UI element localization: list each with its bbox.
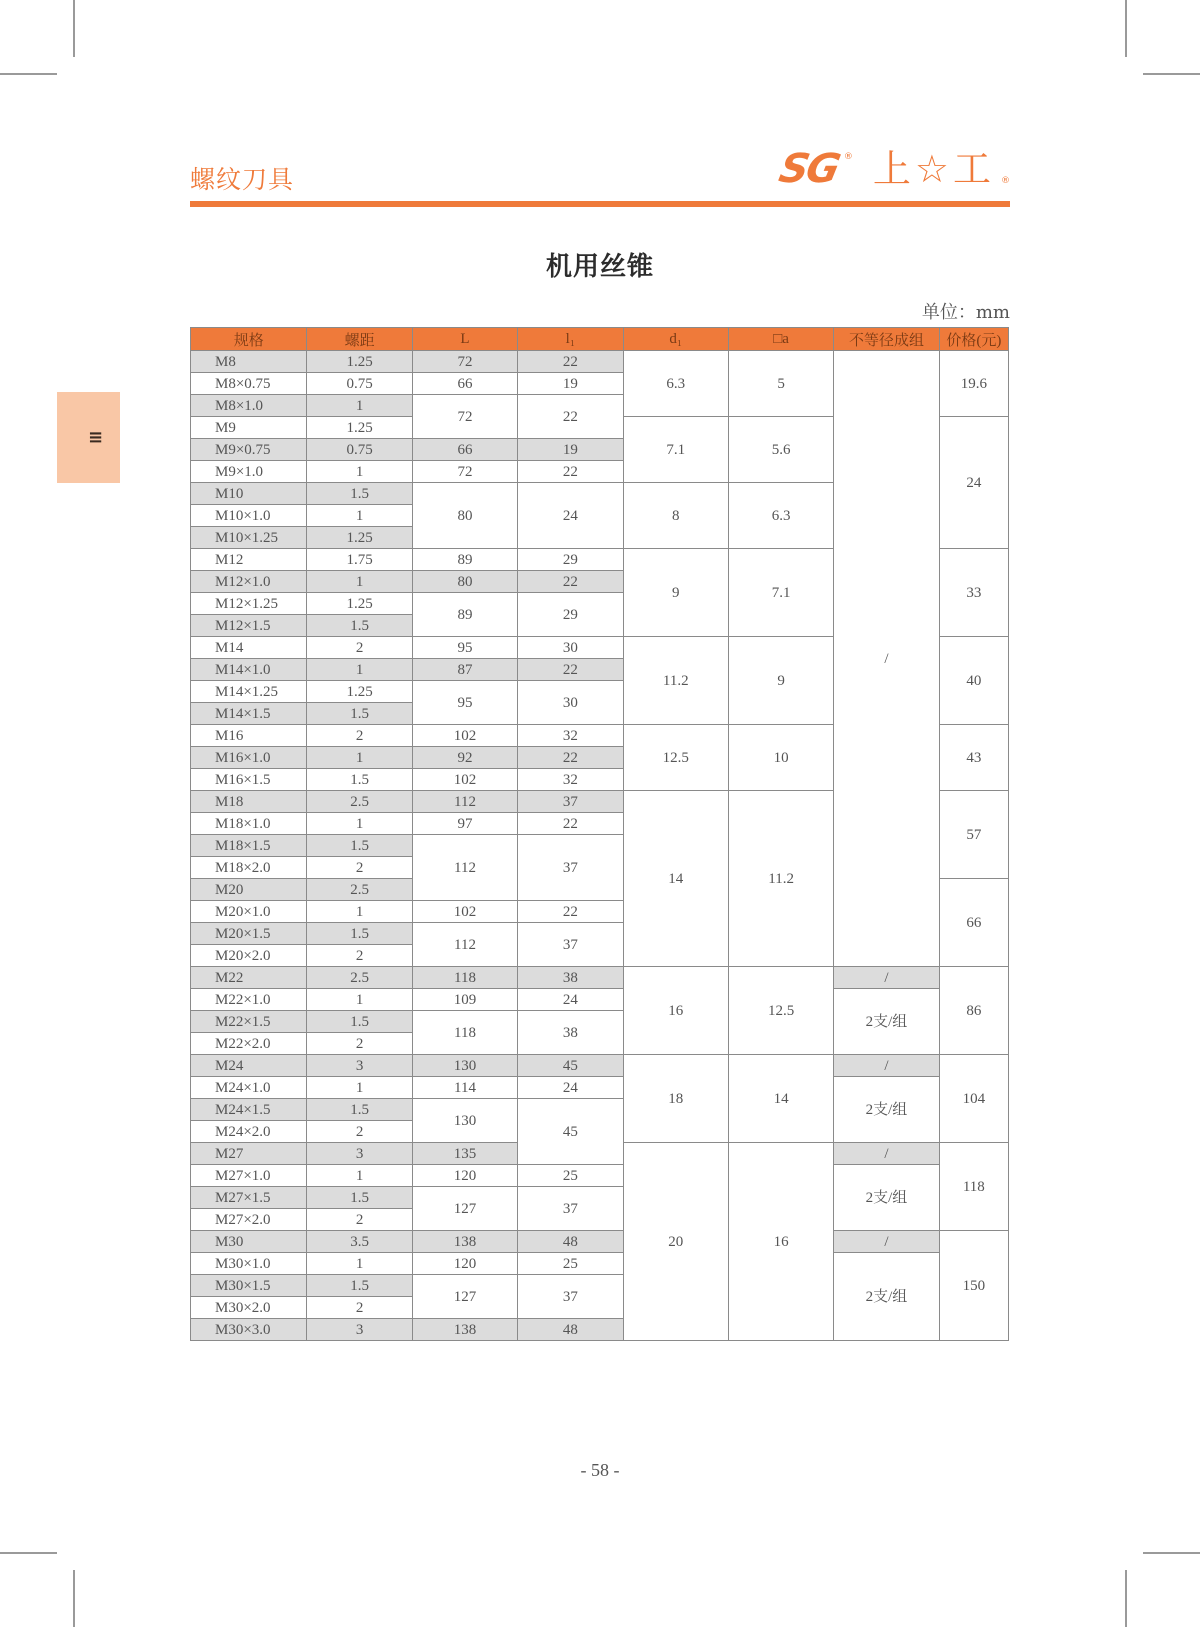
crop-mark-top-left-v bbox=[73, 0, 75, 57]
cell-pitch: 2.5 bbox=[307, 791, 412, 813]
cell-spec: M12×1.0 bbox=[191, 571, 307, 593]
cell-spec: M20×2.0 bbox=[191, 945, 307, 967]
cell-thread-length: 22 bbox=[518, 659, 623, 681]
cell-thread-length: 22 bbox=[518, 395, 623, 439]
cell-length: 109 bbox=[412, 989, 517, 1011]
cell-length: 95 bbox=[412, 681, 517, 725]
cell-thread-length: 24 bbox=[518, 989, 623, 1011]
crop-mark-bottom-left-v bbox=[73, 1570, 75, 1627]
cell-pitch: 1.25 bbox=[307, 593, 412, 615]
cell-group-set: 2支/组 bbox=[834, 1165, 939, 1231]
cell-spec: M18×2.0 bbox=[191, 857, 307, 879]
cell-spec: M8×0.75 bbox=[191, 373, 307, 395]
table-row bbox=[191, 351, 1009, 373]
cell-pitch: 3 bbox=[307, 1143, 412, 1165]
page-number: - 58 - bbox=[580, 1460, 620, 1480]
cell-length: 66 bbox=[412, 373, 517, 395]
brand-logo-chinese: 上☆工 bbox=[872, 147, 995, 191]
cell-length: 102 bbox=[412, 901, 517, 923]
cell-spec: M27×1.0 bbox=[191, 1165, 307, 1187]
cell-thread-length: 22 bbox=[518, 461, 623, 483]
cell-thread-length: 37 bbox=[518, 1187, 623, 1231]
cell-pitch: 0.75 bbox=[307, 439, 412, 461]
cell-pitch: 2.5 bbox=[307, 967, 412, 989]
table-row bbox=[191, 1165, 1009, 1187]
cell-spec: M12×1.25 bbox=[191, 593, 307, 615]
cell-spec: M8 bbox=[191, 351, 307, 373]
cell-pitch: 1 bbox=[307, 659, 412, 681]
cell-shank-diameter: 7.1 bbox=[623, 417, 728, 483]
cell-group-set: / bbox=[834, 351, 939, 967]
crop-mark-bottom-right-v bbox=[1125, 1570, 1127, 1627]
cell-spec: M16 bbox=[191, 725, 307, 747]
cell-pitch: 1 bbox=[307, 989, 412, 1011]
cell-spec: M9×0.75 bbox=[191, 439, 307, 461]
cell-pitch: 1 bbox=[307, 747, 412, 769]
cell-thread-length: 22 bbox=[518, 571, 623, 593]
cell-price: 104 bbox=[939, 1055, 1008, 1143]
cell-pitch: 1 bbox=[307, 813, 412, 835]
cell-length: 112 bbox=[412, 923, 517, 967]
cell-thread-length: 37 bbox=[518, 923, 623, 967]
cell-length: 89 bbox=[412, 549, 517, 571]
cell-thread-length: 38 bbox=[518, 1011, 623, 1055]
cell-square: 11.2 bbox=[728, 791, 833, 967]
cell-thread-length: 32 bbox=[518, 769, 623, 791]
header-divider bbox=[190, 201, 1010, 207]
cell-spec: M30×3.0 bbox=[191, 1319, 307, 1341]
cell-price: 57 bbox=[939, 791, 1008, 879]
cell-length: 138 bbox=[412, 1319, 517, 1341]
cell-shank-diameter: 8 bbox=[623, 483, 728, 549]
table-row bbox=[191, 989, 1009, 1011]
cell-length: 130 bbox=[412, 1099, 517, 1143]
cell-spec: M22×1.5 bbox=[191, 1011, 307, 1033]
cell-pitch: 1.5 bbox=[307, 1275, 412, 1297]
cell-shank-diameter: 6.3 bbox=[623, 351, 728, 417]
cell-pitch: 3 bbox=[307, 1055, 412, 1077]
cell-length: 112 bbox=[412, 835, 517, 901]
cell-thread-length: 19 bbox=[518, 373, 623, 395]
cell-thread-length: 30 bbox=[518, 637, 623, 659]
cell-thread-length: 24 bbox=[518, 1077, 623, 1099]
cell-thread-length: 37 bbox=[518, 791, 623, 813]
cell-spec: M24×1.5 bbox=[191, 1099, 307, 1121]
cell-square: 9 bbox=[728, 637, 833, 725]
cell-length: 92 bbox=[412, 747, 517, 769]
col-header-spec: 规格 bbox=[191, 328, 307, 351]
cell-square: 14 bbox=[728, 1055, 833, 1143]
cell-pitch: 1 bbox=[307, 1165, 412, 1187]
col-header-price: 价格(元) bbox=[939, 328, 1008, 351]
cell-length: 66 bbox=[412, 439, 517, 461]
cell-length: 138 bbox=[412, 1231, 517, 1253]
col-header-length: L bbox=[412, 328, 517, 351]
crop-mark-top-left-h bbox=[0, 73, 57, 75]
cell-thread-length: 24 bbox=[518, 483, 623, 549]
cell-price: 66 bbox=[939, 879, 1008, 967]
cell-spec: M14×1.5 bbox=[191, 703, 307, 725]
cell-pitch: 1.25 bbox=[307, 681, 412, 703]
cell-shank-diameter: 9 bbox=[623, 549, 728, 637]
cell-thread-length: 45 bbox=[518, 1055, 623, 1077]
cell-thread-length: 45 bbox=[518, 1099, 623, 1165]
cell-pitch: 1 bbox=[307, 1077, 412, 1099]
cell-pitch: 1 bbox=[307, 571, 412, 593]
cell-pitch: 1.5 bbox=[307, 835, 412, 857]
cell-square: 5.6 bbox=[728, 417, 833, 483]
brand-logo bbox=[775, 146, 1010, 192]
cell-length: 120 bbox=[412, 1165, 517, 1187]
cell-spec: M22×1.0 bbox=[191, 989, 307, 1011]
cell-spec: M16×1.0 bbox=[191, 747, 307, 769]
unit-label: 单位：mm bbox=[921, 302, 1010, 323]
cell-length: 112 bbox=[412, 791, 517, 813]
col-header-pitch: 螺距 bbox=[307, 328, 412, 351]
cell-pitch: 2 bbox=[307, 945, 412, 967]
cell-spec: M18 bbox=[191, 791, 307, 813]
cell-length: 80 bbox=[412, 571, 517, 593]
table-body bbox=[191, 351, 1009, 1341]
cell-square: 12.5 bbox=[728, 967, 833, 1055]
crop-mark-top-right-v bbox=[1125, 0, 1127, 57]
cell-pitch: 1.5 bbox=[307, 1011, 412, 1033]
cell-length: 118 bbox=[412, 967, 517, 989]
cell-spec: M18×1.5 bbox=[191, 835, 307, 857]
cell-price: 19.6 bbox=[939, 351, 1008, 417]
cell-pitch: 2 bbox=[307, 1297, 412, 1319]
cell-length: 130 bbox=[412, 1055, 517, 1077]
cell-spec: M14 bbox=[191, 637, 307, 659]
cell-thread-length: 22 bbox=[518, 901, 623, 923]
cell-spec: M30×1.5 bbox=[191, 1275, 307, 1297]
cell-pitch: 2 bbox=[307, 725, 412, 747]
cell-length: 89 bbox=[412, 593, 517, 637]
cell-price: 24 bbox=[939, 417, 1008, 549]
cell-spec: M20×1.0 bbox=[191, 901, 307, 923]
cell-spec: M20 bbox=[191, 879, 307, 901]
cell-pitch: 2.5 bbox=[307, 879, 412, 901]
cell-length: 127 bbox=[412, 1187, 517, 1231]
cell-spec: M16×1.5 bbox=[191, 769, 307, 791]
brand-logo-latin: SG bbox=[775, 146, 843, 192]
cell-spec: M8×1.0 bbox=[191, 395, 307, 417]
cell-group-set: 2支/组 bbox=[834, 1253, 939, 1341]
cell-thread-length: 22 bbox=[518, 351, 623, 373]
cell-thread-length: 29 bbox=[518, 549, 623, 571]
cell-length: 97 bbox=[412, 813, 517, 835]
cell-square: 5 bbox=[728, 351, 833, 417]
cell-pitch: 1 bbox=[307, 461, 412, 483]
table-row bbox=[191, 1231, 1009, 1253]
cell-pitch: 2 bbox=[307, 1209, 412, 1231]
cell-pitch: 1.5 bbox=[307, 1187, 412, 1209]
cell-pitch: 0.75 bbox=[307, 373, 412, 395]
cell-length: 72 bbox=[412, 395, 517, 439]
registered-mark: ® bbox=[843, 152, 853, 162]
cell-thread-length: 25 bbox=[518, 1253, 623, 1275]
crop-mark-bottom-left-h bbox=[0, 1552, 57, 1554]
cell-length: 87 bbox=[412, 659, 517, 681]
cell-spec: M14×1.0 bbox=[191, 659, 307, 681]
cell-pitch: 2 bbox=[307, 637, 412, 659]
cell-length: 80 bbox=[412, 483, 517, 549]
crop-mark-bottom-right-h bbox=[1143, 1552, 1200, 1554]
col-header-group-set: 不等径成组 bbox=[834, 328, 939, 351]
cell-spec: M24 bbox=[191, 1055, 307, 1077]
cell-thread-length: 48 bbox=[518, 1319, 623, 1341]
cell-pitch: 1 bbox=[307, 1253, 412, 1275]
cell-shank-diameter: 12.5 bbox=[623, 725, 728, 791]
menu-lines-icon: ≡ bbox=[87, 427, 104, 448]
cell-pitch: 1 bbox=[307, 901, 412, 923]
cell-group-set: / bbox=[834, 1055, 939, 1077]
cell-group-set: / bbox=[834, 967, 939, 989]
cell-shank-diameter: 11.2 bbox=[623, 637, 728, 725]
cell-pitch: 1 bbox=[307, 505, 412, 527]
cell-group-set: / bbox=[834, 1143, 939, 1165]
cell-spec: M10×1.0 bbox=[191, 505, 307, 527]
cell-pitch: 1.5 bbox=[307, 615, 412, 637]
cell-price: 43 bbox=[939, 725, 1008, 791]
cell-spec: M30×2.0 bbox=[191, 1297, 307, 1319]
cell-spec: M20×1.5 bbox=[191, 923, 307, 945]
cell-pitch: 1.5 bbox=[307, 1099, 412, 1121]
registered-mark-2: ® bbox=[1001, 176, 1010, 186]
cell-spec: M12×1.5 bbox=[191, 615, 307, 637]
cell-spec: M24×1.0 bbox=[191, 1077, 307, 1099]
cell-spec: M10×1.25 bbox=[191, 527, 307, 549]
cell-thread-length: 25 bbox=[518, 1165, 623, 1187]
cell-pitch: 1.25 bbox=[307, 351, 412, 373]
cell-pitch: 1 bbox=[307, 395, 412, 417]
cell-spec: M18×1.0 bbox=[191, 813, 307, 835]
cell-group-set: / bbox=[834, 1231, 939, 1253]
cell-thread-length: 22 bbox=[518, 813, 623, 835]
cell-thread-length: 22 bbox=[518, 747, 623, 769]
cell-pitch: 2 bbox=[307, 1033, 412, 1055]
cell-pitch: 2 bbox=[307, 1121, 412, 1143]
table-header-row bbox=[191, 328, 1009, 351]
cell-thread-length: 30 bbox=[518, 681, 623, 725]
col-header-shank-diameter: d₁ bbox=[623, 328, 728, 351]
cell-spec: M30×1.0 bbox=[191, 1253, 307, 1275]
page-title: 机用丝锥 bbox=[545, 252, 654, 282]
cell-price: 86 bbox=[939, 967, 1008, 1055]
cell-pitch: 2 bbox=[307, 857, 412, 879]
cell-spec: M9×1.0 bbox=[191, 461, 307, 483]
cell-square: 7.1 bbox=[728, 549, 833, 637]
cell-shank-diameter: 18 bbox=[623, 1055, 728, 1143]
cell-shank-diameter: 20 bbox=[623, 1143, 728, 1341]
cell-pitch: 1.5 bbox=[307, 483, 412, 505]
cell-pitch: 3 bbox=[307, 1319, 412, 1341]
cell-spec: M30 bbox=[191, 1231, 307, 1253]
col-header-thread-length: l₁ bbox=[518, 328, 623, 351]
cell-group-set: 2支/组 bbox=[834, 1077, 939, 1143]
cell-pitch: 1.25 bbox=[307, 417, 412, 439]
cell-length: 135 bbox=[412, 1143, 517, 1165]
cell-spec: M12 bbox=[191, 549, 307, 571]
cell-spec: M10 bbox=[191, 483, 307, 505]
cell-thread-length: 19 bbox=[518, 439, 623, 461]
cell-length: 120 bbox=[412, 1253, 517, 1275]
cell-thread-length: 37 bbox=[518, 1275, 623, 1319]
cell-square: 10 bbox=[728, 725, 833, 791]
cell-spec: M9 bbox=[191, 417, 307, 439]
cell-spec: M27 bbox=[191, 1143, 307, 1165]
section-title: 螺纹刀具 bbox=[190, 165, 295, 194]
cell-length: 72 bbox=[412, 351, 517, 373]
chapter-side-tab[interactable] bbox=[57, 392, 120, 483]
tap-spec-table bbox=[190, 327, 1009, 1341]
cell-length: 118 bbox=[412, 1011, 517, 1055]
cell-thread-length: 29 bbox=[518, 593, 623, 637]
table-row bbox=[191, 1077, 1009, 1099]
cell-thread-length: 38 bbox=[518, 967, 623, 989]
cell-thread-length: 48 bbox=[518, 1231, 623, 1253]
cell-thread-length: 32 bbox=[518, 725, 623, 747]
cell-length: 72 bbox=[412, 461, 517, 483]
cell-pitch: 1.25 bbox=[307, 527, 412, 549]
cell-length: 95 bbox=[412, 637, 517, 659]
cell-square: 6.3 bbox=[728, 483, 833, 549]
cell-spec: M24×2.0 bbox=[191, 1121, 307, 1143]
cell-price: 150 bbox=[939, 1231, 1008, 1341]
cell-pitch: 1.5 bbox=[307, 923, 412, 945]
cell-spec: M22 bbox=[191, 967, 307, 989]
cell-group-set: 2支/组 bbox=[834, 989, 939, 1055]
cell-length: 102 bbox=[412, 769, 517, 791]
cell-price: 33 bbox=[939, 549, 1008, 637]
cell-thread-length: 37 bbox=[518, 835, 623, 901]
cell-price: 118 bbox=[939, 1143, 1008, 1231]
cell-pitch: 1.5 bbox=[307, 769, 412, 791]
table-row bbox=[191, 1253, 1009, 1275]
cell-shank-diameter: 16 bbox=[623, 967, 728, 1055]
cell-price: 40 bbox=[939, 637, 1008, 725]
cell-length: 102 bbox=[412, 725, 517, 747]
cell-length: 114 bbox=[412, 1077, 517, 1099]
crop-mark-top-right-h bbox=[1143, 73, 1200, 75]
cell-spec: M27×1.5 bbox=[191, 1187, 307, 1209]
cell-pitch: 1.75 bbox=[307, 549, 412, 571]
cell-spec: M27×2.0 bbox=[191, 1209, 307, 1231]
cell-spec: M14×1.25 bbox=[191, 681, 307, 703]
table-row bbox=[191, 967, 1009, 989]
cell-spec: M22×2.0 bbox=[191, 1033, 307, 1055]
table-row bbox=[191, 1055, 1009, 1077]
cell-length: 127 bbox=[412, 1275, 517, 1319]
cell-square: 16 bbox=[728, 1143, 833, 1341]
cell-pitch: 1.5 bbox=[307, 703, 412, 725]
cell-pitch: 3.5 bbox=[307, 1231, 412, 1253]
cell-shank-diameter: 14 bbox=[623, 791, 728, 967]
col-header-square: □a bbox=[728, 328, 833, 351]
